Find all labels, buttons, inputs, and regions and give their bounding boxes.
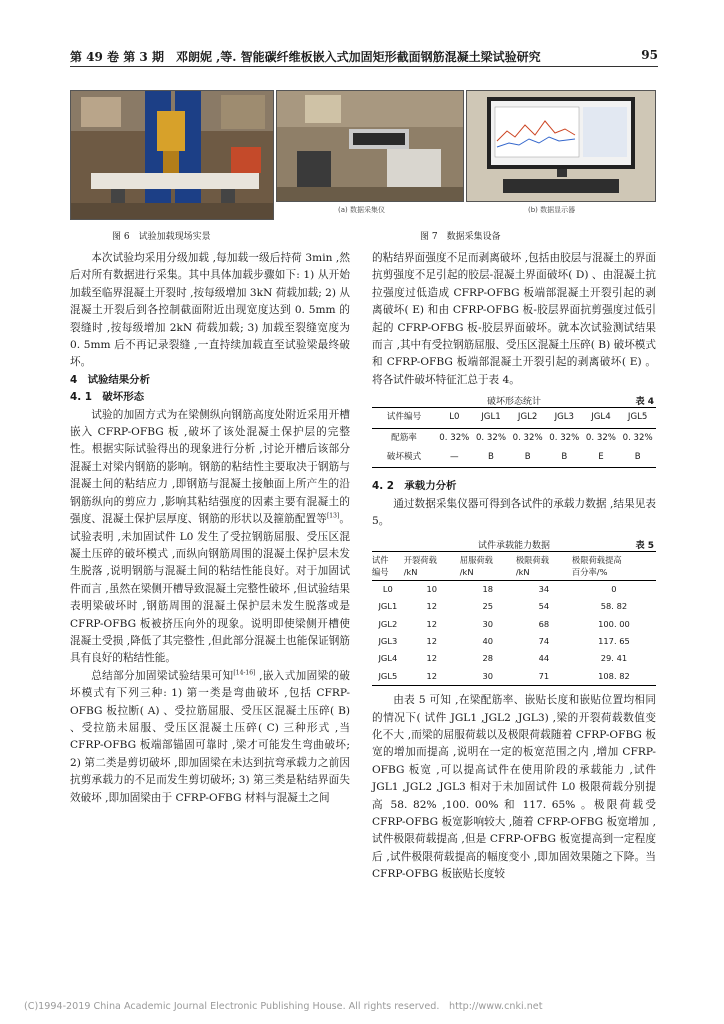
loading-procedure-paragraph: 本次试验均采用分级加载 ,每加载一级后持荷 3min ,然后对所有数据进行采集。其中具体加载步骤如下: 1) 从开始加载至临界混凝土开裂时 ,按每级增加 3kN 荷载加载; 2) 从混凝土开裂后到各控制截面附近出现宽度达到 0. 5mm 的裂缝时 ,按每级增加 2kN 荷载加载; 3) 加载至裂缝宽度为 0. 5mm 后不再记录裂缝 ,一直持续加载直至试验梁最终破坏。: [70, 252, 350, 369]
figure-7-caption: 图 7 数据采集设备: [420, 232, 501, 242]
table-row: JGL5 12 30 71 108. 82: [372, 668, 656, 686]
citation-13: [13]: [326, 512, 340, 520]
table-row: JGL2 12 30 68 100. 00: [378, 618, 630, 629]
table-row: JGL1 12 25 54 58. 82: [378, 601, 628, 612]
citation-14-16: [14-16]: [233, 669, 256, 677]
interface-failure-paragraph: 的粘结界面强度不足而剥离破坏 ,包括由胶层与混凝土的界面抗剪强度不足引起的胶层-混凝土界面破坏( D) 、由混凝土抗拉强度过低造成 CFRP-OFBG 板端部混凝土开裂引起的剥离破坏( E) 和由 CFRP-OFBG 板-胶层界面抗剪强度过低引起的 CFRP-OFBG 板-胶层界面破坏。就本次试验测试结果而言 ,其中有受拉钢筋屈服、受压区混凝土压碎( B) 破坏模式和 CFRP-OFBG 板端部混凝土开裂引起的剥离破坏( E) 。将各试件破坏特征汇总于表 4。: [372, 252, 656, 386]
failure-mode-paragraph: 试验的加固方式为在梁侧纵向钢筋高度处附近采用开槽嵌入 CFRP-OFBG 板 ,破坏了该处混凝土保护层的完整性。根据实际试验得出的现象进行分析 ,讨论开槽后该部分混凝土对梁内钢筋的影响。钢筋的粘结性主要取决于钢筋与混凝土间的粘结应力 ,即钢筋与混凝土接触面上所产生的沿钢筋纵向的剪应力 ,影响其粘结强度的因素主要有混凝土的强度、混凝土保护层厚度、钢筋的形状以及箍筋配置等[13]。试验表明 ,未加固试件 L0 发生了受拉钢筋屈服、受压区混凝土压碎的破坏模式 ,而纵向钢筋周围的混凝土保护层未发生脱落 ,说明钢筋与混凝土间的粘结性能良好。对于加固试件而言 ,虽然在梁侧开槽导致混凝土完整性破坏 ,但试验结果表明梁破坏时 ,钢筋周围的混凝土保护层未发生脱落或是 CFRP-OFBG 板被挤压向外的现象。说明即使梁侧开槽使混凝土受损 ,降低了其完整性 ,但此部分混凝土也能保证钢筋具有良好的粘结性能。: [70, 408, 351, 665]
figure-6-caption: 图 6 试验加载现场实景: [112, 232, 211, 242]
capacity-analysis-paragraph: 由表 5 可知 ,在梁配筋率、嵌贴长度和嵌贴位置均相同的情况下( 试件 JGL1 ,JGL2 ,JGL3) ,梁的开裂荷载数值变化不大 ,而梁的屈服荷载以及极限荷载随着 CFRP-OFBG 板宽的增加而提高 ,说明在一定的板宽范围之内 ,增加 CFRP-OFBG 板宽 ,可以提高试件在使用阶段的承载能力 ,试件 JGL1 ,JGL2 ,JGL3 相对于未加固试件 L0 极限荷载分别提高 58. 82% ,100. 00% 和 117. 65% 。极限荷载受 CFRP-OFBG 板宽影响较大 ,随着 CFRP-OFBG 板宽增加 ,试件极限荷载提高 ,但是 CFRP-OFBG 板宽提高到一定程度后 ,试件极限荷载提高的幅度变小 ,即加固效果随之下降。当 CFRP-OFBG 板嵌贴长度较: [372, 694, 656, 881]
section-4-2-heading: 4. 2 承载力分析: [372, 480, 457, 493]
page-number: 95: [641, 48, 658, 62]
table-4-title: 破坏形态统计: [486, 397, 541, 408]
table-4-header-row: 试件编号 L0 JGL1 JGL2 JGL3 JGL4 JGL5: [372, 408, 656, 428]
running-header: [70, 44, 658, 67]
section-4-heading: 4 试验结果分析: [70, 373, 150, 386]
failure-types-paragraph: 总结部分加固梁试验结果可知[14-16] ,嵌入式加固梁的破坏模式有下列三种: 1) 第一类是弯曲破坏 ,包括 CFRP-OFBG 板拉断( A) 、受拉筋屈服、受压区混凝土压碎( B) 、受拉筋未屈服、受压区混凝土压碎( C) 三种形式 ,当 CFRP-OFBG 板端部锚固可靠时 ,梁才可能发生弯曲破坏; 2) 第二类是剪切破坏 ,即加固梁在未达到抗弯承载力之前因抗剪承载力的不足而发生剪切破坏; 3) 第三类是粘结界面失效破坏 ,即加固梁由于 CFRP-OFBG 材料与混凝土之间: [70, 669, 351, 804]
right-column: [372, 250, 656, 884]
data-acquisition-photo: [276, 90, 464, 202]
figure-7a-label: (a) 数据采集仪: [338, 206, 385, 214]
table-5-title: 试件承载能力数据: [477, 540, 550, 551]
table-row: L0 10 18 34 0: [382, 583, 617, 594]
copyright-footer: (C)1994-2019 China Academic Journal Electronic Publishing House. All rights reserved. http://www.cnki.net: [24, 1001, 543, 1012]
capacity-intro-paragraph: 通过数据采集仪器可得到各试件的承载力数据 ,结果见表 5。: [372, 497, 656, 528]
section-4-1-heading: 4. 1 破坏形态: [70, 391, 144, 404]
table-row: JGL4 12 28 44 29. 41: [378, 653, 628, 664]
table-4-number: 表 4: [635, 397, 654, 408]
figure-7b-label: (b) 数据显示器: [528, 206, 576, 214]
table-5-header-row: 试件 编号 开裂荷载 /kN 屈服荷载 /kN 极限荷载 /kN 极限荷载提高 百分率/%: [372, 551, 656, 580]
table-5: [372, 537, 656, 686]
loading-site-photo: [70, 90, 274, 220]
table-4: [372, 393, 656, 468]
header-title: 第 49 卷 第 3 期 邓朗妮 ,等. 智能碳纤维板嵌入式加固矩形截面钢筋混凝土梁试验研究: [70, 50, 541, 64]
left-column: [70, 250, 350, 807]
table-row: 配筋率 0. 32% 0. 32% 0. 32% 0. 32% 0. 32% 0. 32%: [391, 432, 653, 443]
table-row: JGL3 12 40 74 117. 65: [378, 635, 630, 646]
table-row: 破坏模式 — B B B E B: [372, 448, 656, 468]
data-display-photo: [466, 90, 656, 202]
table-5-number: 表 5: [635, 540, 654, 551]
